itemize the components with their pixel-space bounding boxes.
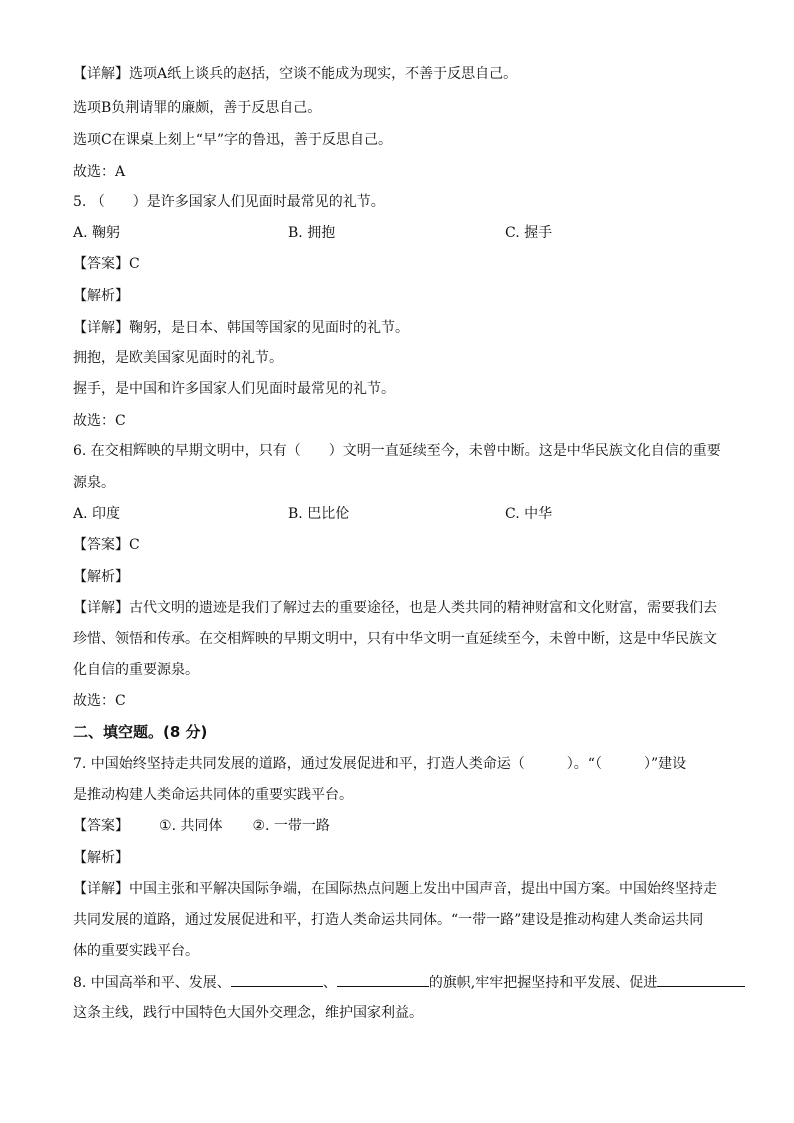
q8-stem-line-2: 这条主线，践行中国特色大国外交理念，维护国家利益。 [73, 1005, 423, 1021]
q5-option-b: B. 拥抱 [288, 225, 336, 241]
q4-detail-line-3: 选项C在课桌上刻上“早”字的鲁迅，善于反思自己。 [73, 132, 393, 148]
q5-detail-line-2: 拥抱，是欧美国家见面时的礼节。 [73, 350, 283, 366]
q5-analysis-label [73, 286, 733, 306]
q7-answer [73, 816, 733, 836]
q6-detail-line-1 [73, 598, 733, 618]
q5-choice: 故选：C [73, 413, 126, 429]
q5-stem: 5. （ ）是许多国家人们见面时最常见的礼节。 [73, 194, 385, 210]
q5-answer-value: C [129, 256, 140, 272]
q4-detail-text-1: 选项A纸上谈兵的赵括，空谈不能成为现实，不善于反思自己。 [129, 66, 518, 82]
q7-analysis-label [73, 848, 733, 868]
q6-stem-line-2: 源泉。 [73, 475, 115, 491]
answer-label: 【答案】 [73, 256, 129, 272]
analysis-label: 【解析】 [73, 288, 129, 304]
q8-stem-line-1 [73, 972, 733, 993]
answer-label: 【答案】 [73, 537, 129, 553]
q6-detail-text-1: 古代文明的遗迹是我们了解过去的重要途径，也是人类共同的精神财富和文化财富，需要我们去 [129, 600, 717, 616]
q7-detail-text-1: 中国主张和平解决国际争端，在国际热点问题上发出中国声音，提出中国方案。中国始终坚持走 [129, 881, 717, 897]
q8-stem-part-1: 8. 中国高举和平、发展、 [73, 975, 231, 991]
q6-analysis-label [73, 567, 733, 587]
q7-detail-line-1 [73, 879, 733, 899]
q6-option-c: C. 中华 [505, 506, 553, 522]
q5-answer [73, 254, 733, 274]
q6-stem-line-1: 6. 在交相辉映的早期文明中，只有（ ）文明一直延续至今，未曾中断。这是中华民族文化自信的重要 [73, 443, 721, 459]
q7-answer-marker-1: ① [159, 818, 172, 834]
q8-stem-part-2: 、 [322, 975, 337, 991]
q6-detail-line-2: 珍惜、领悟和传承。在交相辉映的早期文明中，只有中华文明一直延续至今，未曾中断，这是中华民族文 [73, 631, 717, 647]
q4-detail-line-1 [73, 64, 733, 84]
q7-answer-marker-2: ② [252, 818, 266, 834]
analysis-label: 【解析】 [73, 850, 129, 866]
detail-label: 【详解】 [73, 881, 129, 897]
detail-label: 【详解】 [73, 600, 129, 616]
q7-detail-line-3: 体的重要实践平台。 [73, 943, 199, 959]
q5-detail-text-1: 鞠躬，是日本、韩国等国家的见面时的礼节。 [129, 320, 409, 336]
q7-detail-line-2: 共同发展的道路，通过发展促进和平，打造人类命运共同体。“一带一路”建设是推动构建人类命运共同 [73, 912, 704, 928]
analysis-label: 【解析】 [73, 569, 129, 585]
q7-answer-value-2: . 一带一路 [265, 818, 330, 834]
q4-detail-line-2: 选项B负荆请罪的廉颇，善于反思自己。 [73, 100, 322, 116]
q6-choice: 故选：C [73, 693, 126, 709]
q6-answer-value: C [129, 537, 140, 553]
q8-stem-part-3: 的旗帜,牢牢把握坚持和平发展、促进 [428, 975, 658, 991]
q6-option-a: A. 印度 [73, 506, 121, 522]
q5-option-a: A. 鞠躬 [73, 225, 121, 241]
q8-blank-2[interactable] [337, 972, 429, 987]
section-title-fill-in: 二、填空题。(8 分) [73, 723, 208, 741]
q6-answer [73, 535, 733, 555]
q5-option-c: C. 握手 [505, 225, 553, 241]
q4-choice: 故选：A [73, 164, 126, 180]
q6-detail-line-3: 化自信的重要源泉。 [73, 662, 199, 678]
q7-stem-line-1: 7. 中国始终坚持走共同发展的道路，通过发展促进和平，打造人类命运（ ）。“（ ）”建设 [73, 756, 687, 772]
q6-option-b: B. 巴比伦 [288, 506, 350, 522]
answer-label: 【答案】 [73, 818, 129, 834]
q5-detail-line-1 [73, 318, 733, 338]
q7-stem-line-2: 是推动构建人类命运共同体的重要实践平台。 [73, 787, 353, 803]
q5-detail-line-3: 握手，是中国和许多国家人们见面时最常见的礼节。 [73, 381, 395, 397]
q8-blank-3[interactable] [657, 972, 745, 987]
detail-label: 【详解】 [73, 320, 129, 336]
q7-answer-value-1: . 共同体 [171, 818, 223, 834]
detail-label: 【详解】 [73, 66, 129, 82]
q8-blank-1[interactable] [231, 972, 323, 987]
